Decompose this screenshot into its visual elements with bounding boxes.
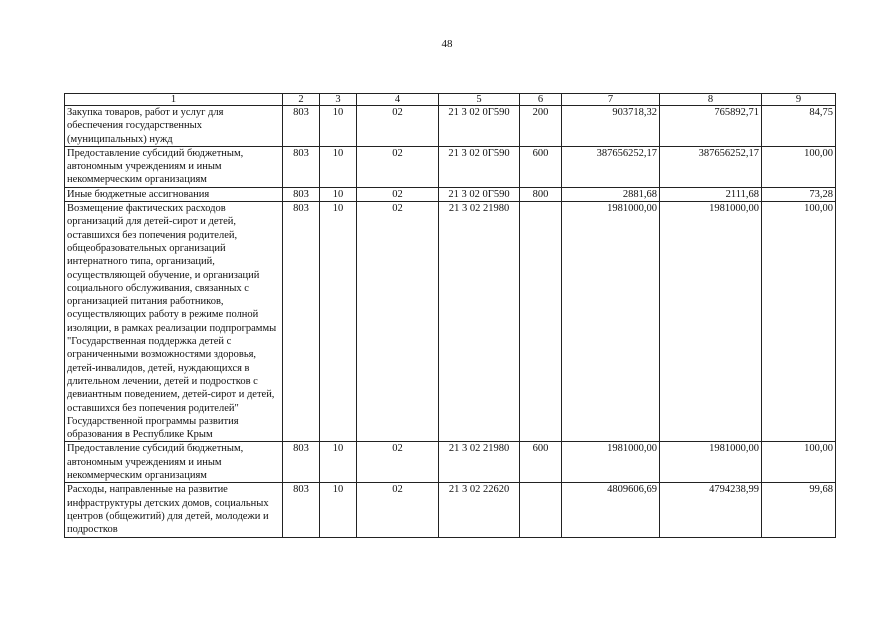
table-row — [65, 202, 836, 442]
row-code-6: 800 — [520, 187, 562, 201]
row-code-5: 21 3 02 21980 — [439, 202, 520, 442]
row-code-4: 02 — [357, 202, 439, 442]
row-name: Расходы, направленные на развитие инфраструктуры детских домов, социальных центров (общежитий) для детей, молодежи и подростков — [65, 483, 283, 537]
row-code-6 — [520, 202, 562, 442]
header-cell-1: 1 — [65, 94, 283, 106]
row-value-8: 4794238,99 — [660, 483, 762, 537]
row-code-3: 10 — [320, 146, 357, 187]
row-name: Предоставление субсидий бюджетным, автономным учреждениям и иным некоммерческим организациям — [65, 442, 283, 483]
header-cell-4: 4 — [357, 94, 439, 106]
row-code-6: 600 — [520, 146, 562, 187]
row-code-3: 10 — [320, 202, 357, 442]
row-code-4: 02 — [357, 442, 439, 483]
header-row — [65, 94, 836, 106]
row-code-2: 803 — [283, 483, 320, 537]
row-code-4: 02 — [357, 483, 439, 537]
header-cell-9: 9 — [762, 94, 836, 106]
row-name: Закупка товаров, работ и услуг для обеспечения государственных (муниципальных) нужд — [65, 106, 283, 147]
row-code-4: 02 — [357, 146, 439, 187]
row-code-6: 600 — [520, 442, 562, 483]
header-cell-6: 6 — [520, 94, 562, 106]
row-percent: 84,75 — [762, 106, 836, 147]
row-code-4: 02 — [357, 106, 439, 147]
header-cell-8: 8 — [660, 94, 762, 106]
row-code-2: 803 — [283, 187, 320, 201]
row-value-7: 1981000,00 — [562, 442, 660, 483]
table-row — [65, 146, 836, 187]
row-value-8: 765892,71 — [660, 106, 762, 147]
row-code-5: 21 3 02 22620 — [439, 483, 520, 537]
row-code-2: 803 — [283, 202, 320, 442]
row-percent: 100,00 — [762, 442, 836, 483]
row-code-4: 02 — [357, 187, 439, 201]
budget-table — [64, 93, 836, 538]
row-code-3: 10 — [320, 106, 357, 147]
row-value-7: 1981000,00 — [562, 202, 660, 442]
row-code-2: 803 — [283, 146, 320, 187]
row-value-7: 387656252,17 — [562, 146, 660, 187]
table-row — [65, 106, 836, 147]
row-code-6 — [520, 483, 562, 537]
row-percent: 99,68 — [762, 483, 836, 537]
row-code-5: 21 3 02 0Г590 — [439, 146, 520, 187]
header-cell-5: 5 — [439, 94, 520, 106]
row-value-8: 1981000,00 — [660, 442, 762, 483]
row-percent: 73,28 — [762, 187, 836, 201]
row-code-5: 21 3 02 0Г590 — [439, 187, 520, 201]
row-value-8: 2111,68 — [660, 187, 762, 201]
row-code-3: 10 — [320, 187, 357, 201]
row-value-7: 903718,32 — [562, 106, 660, 147]
row-code-5: 21 3 02 21980 — [439, 442, 520, 483]
row-code-2: 803 — [283, 442, 320, 483]
header-cell-3: 3 — [320, 94, 357, 106]
row-name: Иные бюджетные ассигнования — [65, 187, 283, 201]
row-value-7: 4809606,69 — [562, 483, 660, 537]
row-percent: 100,00 — [762, 202, 836, 442]
row-code-2: 803 — [283, 106, 320, 147]
row-code-6: 200 — [520, 106, 562, 147]
row-code-5: 21 3 02 0Г590 — [439, 106, 520, 147]
header-cell-7: 7 — [562, 94, 660, 106]
page-number: 48 — [441, 38, 453, 50]
row-code-3: 10 — [320, 442, 357, 483]
row-value-8: 387656252,17 — [660, 146, 762, 187]
table-row — [65, 442, 836, 483]
row-value-7: 2881,68 — [562, 187, 660, 201]
row-code-3: 10 — [320, 483, 357, 537]
row-value-8: 1981000,00 — [660, 202, 762, 442]
row-name: Предоставление субсидий бюджетным, автономным учреждениям и иным некоммерческим организациям — [65, 146, 283, 187]
table-row — [65, 187, 836, 201]
table-row — [65, 483, 836, 537]
row-percent: 100,00 — [762, 146, 836, 187]
row-name: Возмещение фактических расходов организаций для детей-сирот и детей, оставшихся без попечения родителей, общеобразовательных организаций интернатного типа, организаций, осуществляющей обучение, и организаций социального обслуживания, связанных с организацией питания работников, осуществляющих работу в режиме полной изоляции, в рамках реализации подпрограммы "Государственная поддержка детей с ограниченными возможностями здоровья, детей-инвалидов, детей, нуждающихся в длительном лечении, детей и подростков с девиантным поведением, детей-сирот и детей, оставшихся без попечения родителей" Государственной программы развития образования в Республике Крым — [65, 202, 283, 442]
header-cell-2: 2 — [283, 94, 320, 106]
